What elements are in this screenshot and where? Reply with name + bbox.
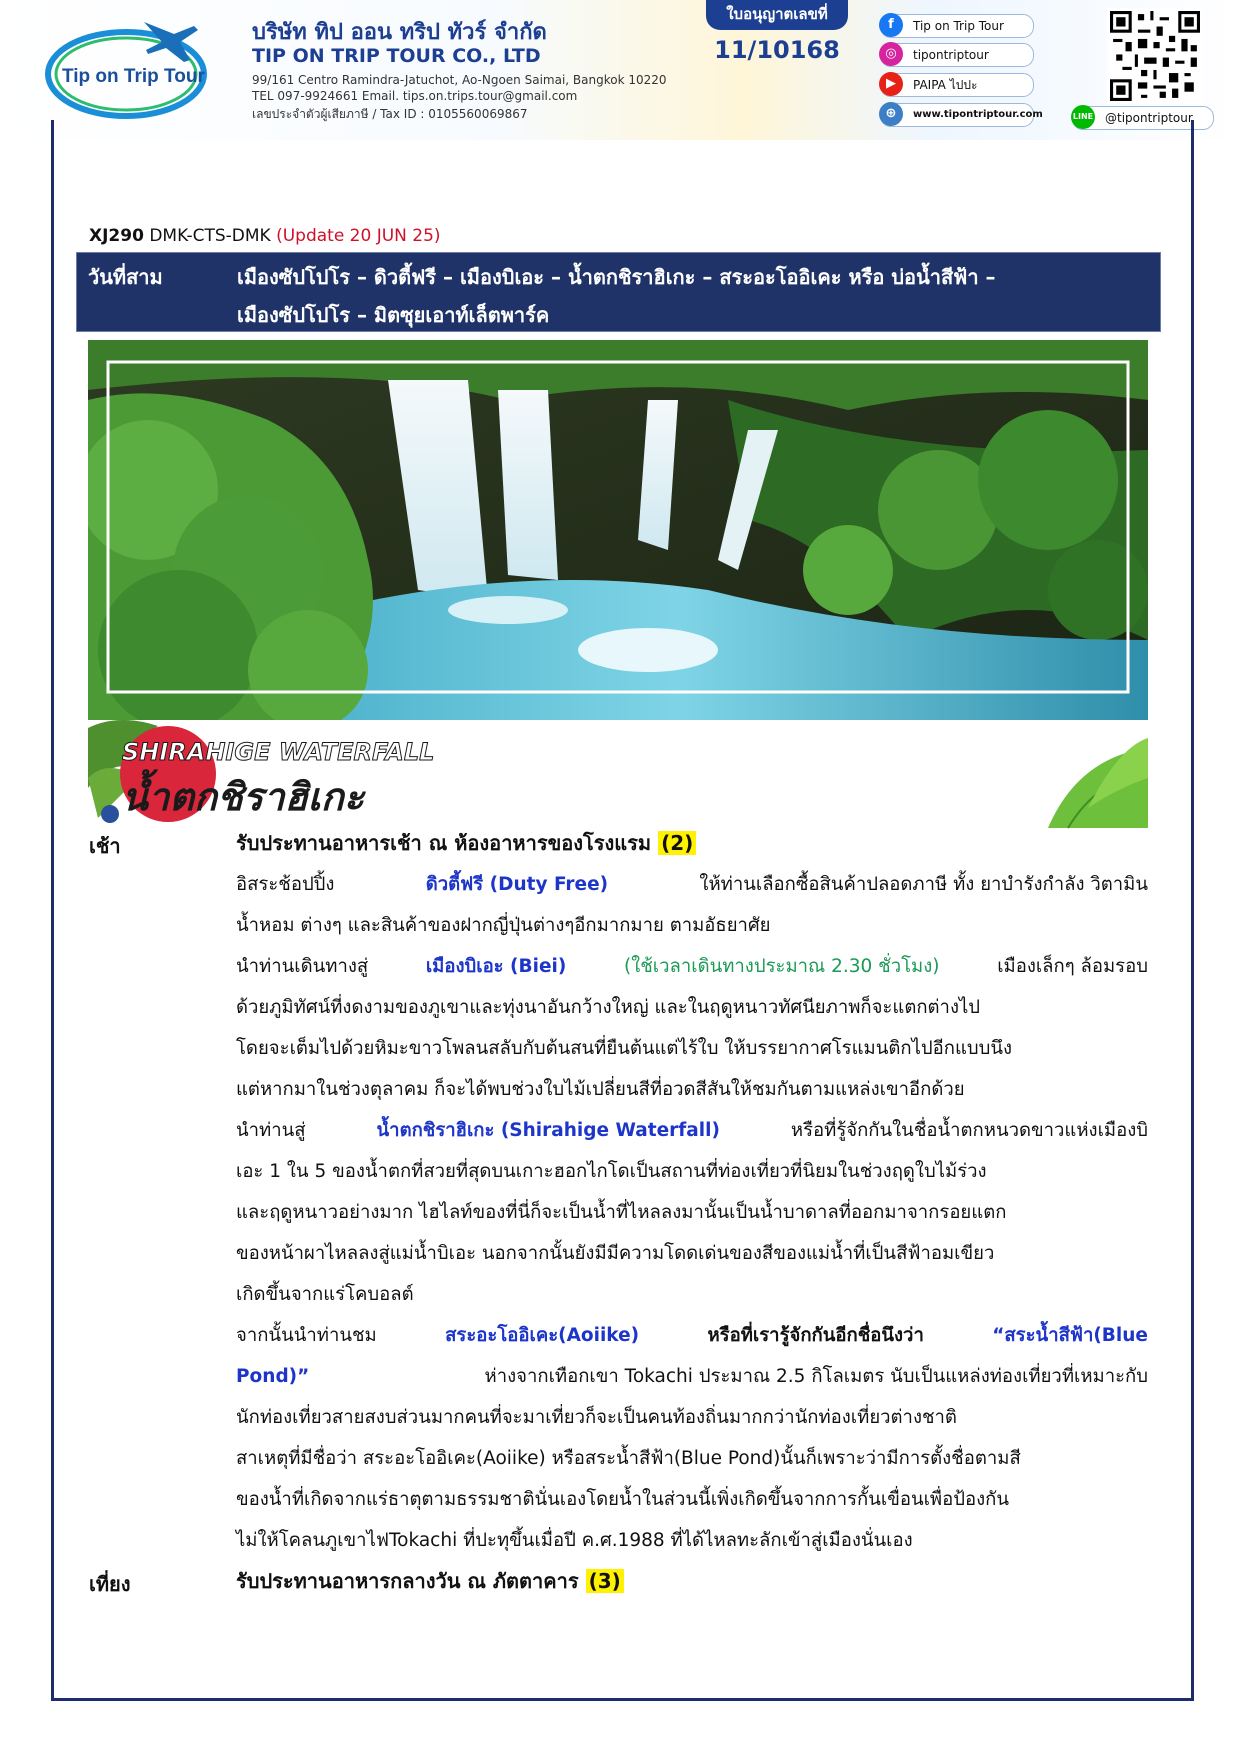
- biei-paragraph-line-4: แต่หากมาในช่วงตุลาคม ก็จะได้พบช่วงใบไม้เปลี่ยนสีที่อวดสีสันให้ชมกันตามแหล่งเขาอีกด้วย: [236, 1079, 965, 1100]
- aoiike-alias: “สระน้ำสีฟ้า(Blue: [992, 1325, 1148, 1346]
- day-route-line-1: เมืองซัปโปโร – ดิวตี้ฟรี – เมืองบิเอะ – น้ำตกชิราฮิเกะ – สระอะโออิเคะ หรือ บ่อน้ำสีฟ้า –: [237, 265, 996, 289]
- instagram-icon: ◎: [879, 42, 903, 66]
- aoiike-alias-end: Pond)”: [236, 1366, 310, 1387]
- logo-text: Tip on Trip Tour: [62, 66, 205, 87]
- website-icon: ⊕: [879, 102, 903, 126]
- breakfast-line: [236, 823, 1148, 864]
- aoiike-description: ห่างจากเทือกเขา Tokachi ประมาณ 2.5 กิโลเมตร นับเป็นแหล่งท่องเที่ยวที่เหมาะกับ: [484, 1366, 1148, 1387]
- company-name-thai: บริษัท ทิป ออน ทริป ทัวร์ จำกัด: [252, 20, 547, 45]
- biei-travel-time: (ใช้เวลาเดินทางประมาณ 2.30 ชั่วโมง): [624, 956, 940, 977]
- line-label: @tipontriptour: [1105, 111, 1193, 125]
- dutyfree-paragraph-line-1: [236, 864, 1148, 905]
- license-box: [706, 0, 848, 64]
- biei-paragraph-line-3: โดยจะเต็มไปด้วยหิมะขาวโพลนสลับกับต้นสนที่ยืนต้นแต่ไร้ใบ ให้บรรยากาศโรแมนติกไปอีกแบบนึง: [236, 1038, 1013, 1059]
- aoiike-paragraph-line-5: ของน้ำที่เกิดจากแร่ธาตุตามธรรมชาตินั่นเองโดยน้ำในส่วนนี้เพิ่งเกิดขึ้นจากการกั้นเขื่อนเพื่อป้องกัน: [236, 1489, 1009, 1510]
- youtube-icon: ▶: [879, 72, 903, 96]
- instagram-link[interactable]: [880, 43, 1034, 67]
- tour-code: XJ290: [89, 226, 144, 246]
- license-label: ใบอนุญาตเลขที่: [706, 0, 848, 30]
- banner-title-thai: น้ำตกชิราฮิเกะ: [122, 775, 365, 819]
- aoiike-paragraph-line-4: สาเหตุที่มีชื่อว่า สระอะโออิเคะ(Aoiike) หรือสระน้ำสีฟ้า(Blue Pond)นั้นก็เพราะว่ามีการตั้งชื่อตามสี: [236, 1448, 1021, 1469]
- facebook-label: Tip on Trip Tour: [913, 19, 1004, 33]
- biei-place: เมืองบิเอะ (Biei): [425, 956, 567, 977]
- facebook-icon: f: [879, 13, 903, 37]
- waterfall-photo: [88, 340, 1148, 720]
- tour-code-line: [89, 226, 441, 246]
- youtube-label: PAIPA ไปปะ: [913, 78, 978, 92]
- qr-code[interactable]: [1107, 8, 1203, 104]
- company-tax-id: เลขประจำตัวผู้เสียภาษี / Tax ID : 0105560069867: [252, 107, 528, 121]
- dutyfree-paragraph-line-2: น้ำหอม ต่างๆ และสินค้าของฝากญี่ปุ่นต่างๆอีกมากมาย ตามอัธยาศัย: [236, 915, 771, 936]
- breakfast-text: รับประทานอาหารเช้า ณ ห้องอาหารของโรงแรม: [236, 831, 652, 855]
- aoiike-alias-intro: หรือที่เรารู้จักกันอีกชื่อนึงว่า: [707, 1325, 924, 1346]
- lunch-line: [236, 1561, 1148, 1602]
- banner-title-english: SHIRAHIGE WATERFALL: [122, 738, 435, 766]
- aoiike-paragraph-line-3: นักท่องเที่ยวสายสงบส่วนมากคนที่จะมาเที่ยวก็จะเป็นคนท้องถิ่นมากกว่านักท่องเที่ยวต่างชาติ: [236, 1407, 957, 1428]
- biei-description: เมืองเล็กๆ ล้อมรอบ: [997, 956, 1148, 977]
- breakfast-meal-number: (2): [658, 831, 696, 855]
- company-name-english: TIP ON TRIP TOUR CO., LTD: [252, 45, 541, 67]
- tour-route: DMK-CTS-DMK: [149, 226, 271, 246]
- waterfall-title-banner: [88, 718, 1148, 830]
- lunch-meal-number: (3): [586, 1569, 624, 1593]
- dutyfree-intro: อิสระช้อปปิ้ง: [236, 874, 335, 895]
- aoiike-intro: จากนั้นนำท่านชม: [236, 1325, 377, 1346]
- tour-update-date: (Update 20 JUN 25): [276, 226, 441, 246]
- website-label: www.tipontriptour.com: [913, 109, 1043, 120]
- biei-paragraph-line-2: ด้วยภูมิทัศน์ที่งดงามของภูเขาและทุ่งนาอันกว้างใหญ่ และในฤดูหนาวทัศนียภาพก็จะแตกต่างไป: [236, 997, 981, 1018]
- aoiike-place: สระอะโออิเคะ(Aoiike): [445, 1325, 640, 1346]
- dutyfree-place: ดิวตี้ฟรี (Duty Free): [425, 874, 609, 895]
- biei-intro: นำท่านเดินทางสู่: [236, 956, 369, 977]
- shirahige-paragraph-line-1: [236, 1110, 1148, 1151]
- dutyfree-description: ให้ท่านเลือกซื้อสินค้าปลอดภาษี ทั้ง ยาบำรังกำลัง วิตามิน: [699, 874, 1148, 895]
- youtube-link[interactable]: [880, 73, 1034, 97]
- shirahige-paragraph-line-2: เอะ 1 ใน 5 ของน้ำตกที่สวยที่สุดบนเกาะฮอกไกโดเป็นสถานที่ท่องเที่ยวที่นิยมในช่วงฤดูใบไม้ร่วง: [236, 1161, 987, 1182]
- aoiike-paragraph-line-2: [236, 1356, 1148, 1397]
- day-label: วันที่สาม: [88, 265, 163, 289]
- morning-label: เช้า: [89, 834, 121, 858]
- shirahige-place: น้ำตกชิราฮิเกะ (Shirahige Waterfall): [376, 1120, 720, 1141]
- day-header: [76, 252, 1161, 332]
- license-number: 11/10168: [714, 36, 840, 64]
- aoiike-paragraph-line-1: [236, 1315, 1148, 1356]
- facebook-link[interactable]: [880, 14, 1034, 38]
- shirahige-description: หรือที่รู้จักกันในชื่อน้ำตกหนวดขาวแห่งเมืองบิ: [790, 1120, 1148, 1141]
- day-route-line-2: เมืองซัปโปโร – มิตซุยเอาท์เล็ตพาร์ค: [237, 303, 550, 327]
- instagram-label: tipontriptour: [913, 48, 989, 62]
- lunch-label: เที่ยง: [89, 1572, 131, 1596]
- company-contact: TEL 097-9924661 Email. tips.on.trips.tour@gmail.com: [252, 89, 578, 103]
- shirahige-paragraph-line-3: และฤดูหนาวอย่างมาก ไฮไลท์ของที่นี่ก็จะเป็นน้ำที่ไหลลงมานั้นเป็นน้ำบาดาลที่ออกมาจากรอยแตก: [236, 1202, 1007, 1223]
- shirahige-paragraph-line-4: ของหน้าผาไหลลงสู่แม่น้ำบิเอะ นอกจากนั้นยังมีมีความโดดเด่นของสีของแม่น้ำที่เป็นสีฟ้าอมเขียว: [236, 1243, 995, 1264]
- shirahige-paragraph-line-5: เกิดขึ้นจากแร่โคบอลต์: [236, 1284, 414, 1305]
- shirahige-intro: นำท่านสู่: [236, 1120, 306, 1141]
- biei-paragraph-line-1: [236, 946, 1148, 987]
- page-header: [0, 0, 1241, 140]
- aoiike-paragraph-line-6: ไม่ให้โคลนภูเขาไฟTokachi ที่ปะทุขึ้นเมื่อปี ค.ศ.1988 ที่ได้ไหลทะลักเข้าสู่เมืองนั่นเอง: [236, 1530, 913, 1551]
- company-logo: [44, 12, 224, 124]
- company-address: 99/161 Centro Ramindra-Jatuchot, Ao-Ngoen Saimai, Bangkok 10220: [252, 73, 667, 87]
- lunch-text: รับประทานอาหารกลางวัน ณ ภัตตาคาร: [236, 1569, 579, 1593]
- line-icon: LINE: [1071, 105, 1095, 129]
